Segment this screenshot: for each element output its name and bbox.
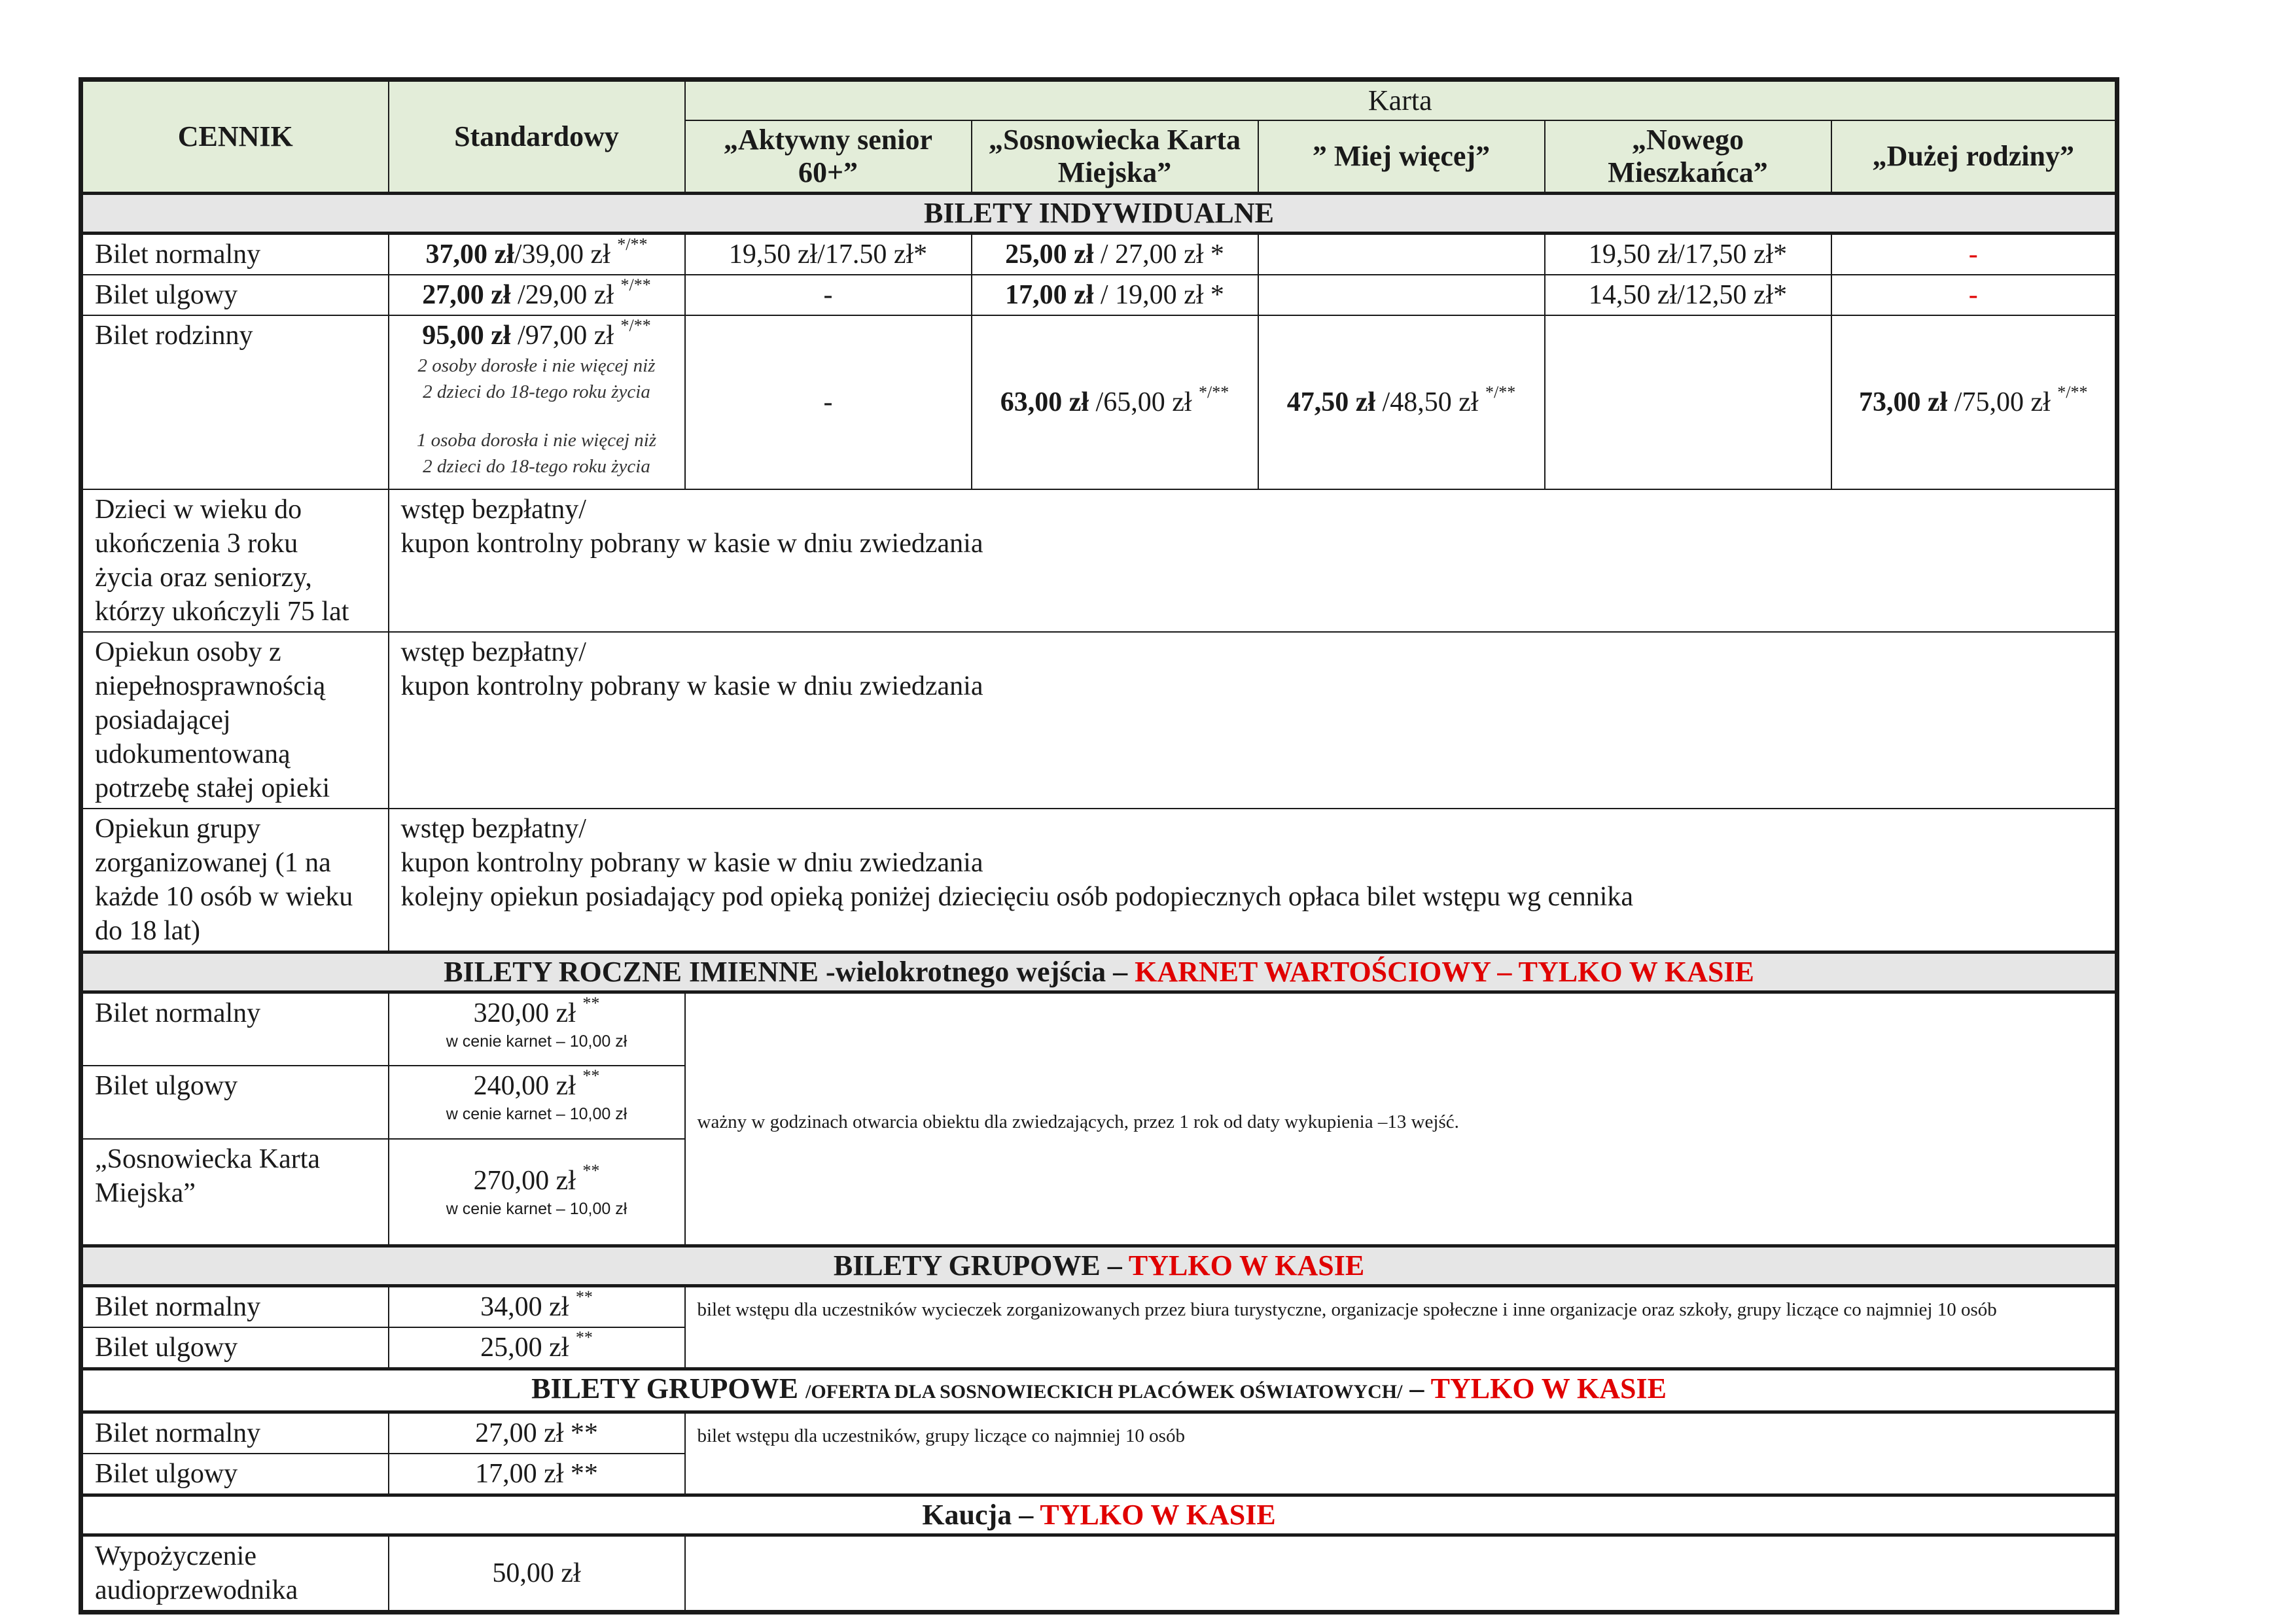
price-footnote: */** [1199, 383, 1229, 402]
price-senior: 19,50 zł/17.50 zł* [685, 234, 972, 275]
label-line: potrzebę stałej opieki [95, 773, 330, 803]
label-line: zorganizowanej (1 na [95, 848, 331, 878]
price-alt: /48,50 zł [1375, 387, 1486, 417]
price-value: 25,00 zł [480, 1333, 576, 1363]
price-bold: 73,00 zł [1858, 387, 1948, 417]
text-line: wstęp bezpłatny/ [400, 637, 586, 667]
free-entry-text [389, 809, 2117, 952]
row-label: Bilet normalny [81, 1286, 389, 1328]
price-miej [1258, 234, 1545, 275]
karnet-note: w cenie karnet – 10,00 zł [446, 1104, 627, 1123]
price-bold: 63,00 zł [1000, 387, 1089, 417]
row-label: Bilet ulgowy [81, 1327, 389, 1369]
price-value: 240,00 zł [473, 1070, 583, 1101]
table-row [81, 275, 2117, 315]
price-duza: - [1831, 275, 2117, 315]
label-line: posiadającej [95, 705, 231, 735]
price-value: 34,00 zł [480, 1292, 576, 1322]
price-bold: 37,00 zł [425, 239, 514, 270]
label-line: Dzieci w wieku do [95, 495, 302, 525]
price-alt: /75,00 zł [1947, 387, 2058, 417]
section-title: Kaucja – [922, 1499, 1040, 1531]
annual-info [685, 992, 2117, 1246]
price-bold: 95,00 zł [422, 321, 511, 351]
price-miej [1258, 275, 1545, 315]
header-row-1 [81, 80, 2117, 121]
section-row-annual [81, 952, 2117, 992]
price-value: 270,00 zł [473, 1165, 583, 1196]
label-line: ukończenia 3 roku [95, 529, 298, 559]
header-standard: Standardowy [389, 80, 685, 194]
section-row-deposit [81, 1495, 2117, 1535]
table-row [81, 809, 2117, 952]
label-line: każde 10 osób w wieku [95, 882, 353, 912]
section-subtitle: /OFERTA DLA SOSNOWIECKICH PLACÓWEK OŚWIATOWYCH/ [805, 1381, 1403, 1403]
section-title-red: TYLKO W KASIE [1040, 1499, 1276, 1531]
price-footnote: ** [575, 1328, 593, 1347]
header-card-senior: „Aktywny senior 60+” [685, 120, 972, 194]
row-label [81, 489, 389, 632]
price-standard [389, 992, 685, 1066]
annual-info-text: ważny w godzinach otwarcia obiektu dla zwiedzających, przez 1 rok od daty wykupienia –13 wejść. [697, 1111, 1459, 1132]
table-row [81, 234, 2117, 275]
header-card-skm: „Sosnowiecka Karta Miejska” [972, 120, 1258, 194]
price-bold: 27,00 zł [422, 280, 511, 310]
price-skm [972, 275, 1258, 315]
price-footnote: */** [2057, 383, 2088, 402]
section-row-individual [81, 194, 2117, 234]
text-line: kupon kontrolny pobrany w kasie w dniu zwiedzania [400, 529, 983, 559]
section-row-group [81, 1246, 2117, 1286]
header-cennik: CENNIK [81, 80, 389, 194]
price-standard [389, 234, 685, 275]
price-alt: /97,00 zł [510, 321, 621, 351]
section-group [81, 1246, 2117, 1286]
price-standard: 17,00 zł ** [389, 1454, 685, 1495]
table-row [81, 489, 2117, 632]
label-line: udokumentowaną [95, 739, 291, 769]
label-line: którzy ukończyli 75 lat [95, 597, 349, 627]
free-entry-text [389, 632, 2117, 809]
price-footnote: */** [1485, 383, 1516, 402]
price-alt: /39,00 zł [514, 239, 618, 270]
price-footnote: ** [582, 994, 600, 1013]
row-label [81, 1535, 389, 1613]
price-standard [389, 1066, 685, 1139]
header-karta: Karta [685, 80, 2117, 121]
section-title-red: KARNET WARTOŚCIOWY – TYLKO W KASIE [1135, 956, 1754, 988]
text-line: kolejny opiekun posiadający pod opieką poniżej dziecięciu osób podopiecznych opłaca bilet wstępu wg cennika [400, 882, 1634, 912]
text-line: wstęp bezpłatny/ [400, 814, 586, 844]
price-nowy: 14,50 zł/12,50 zł* [1545, 275, 1831, 315]
price-nowy [1545, 315, 1831, 489]
label-line: Miejska” [95, 1178, 196, 1208]
header-card-duza: „Dużej rodziny” [1831, 120, 2117, 194]
price-bold: 25,00 zł [1005, 239, 1094, 270]
karnet-note: w cenie karnet – 10,00 zł [446, 1032, 627, 1051]
row-label: Bilet ulgowy [81, 275, 389, 315]
section-dash: – [1402, 1372, 1431, 1405]
price-nowy: 19,50 zł/17,50 zł* [1545, 234, 1831, 275]
price-alt: /29,00 zł [510, 280, 621, 310]
section-annual [81, 952, 2117, 992]
section-title: BILETY GRUPOWE – [833, 1249, 1129, 1282]
price-bold: 17,00 zł [1005, 280, 1094, 310]
school-info-text: bilet wstępu dla uczestników, grupy liczące co najmniej 10 osób [697, 1425, 1185, 1446]
table-row [81, 632, 2117, 809]
price-standard [389, 1139, 685, 1246]
family-note-line: 2 dzieci do 18-tego roku życia [423, 456, 650, 477]
price-alt: / 19,00 zł * [1093, 280, 1224, 310]
price-senior: - [685, 275, 972, 315]
group-info [685, 1286, 2117, 1369]
price-footnote: */** [620, 316, 651, 335]
table-row [81, 1412, 2117, 1454]
price-senior: - [685, 315, 972, 489]
row-label: Bilet normalny [81, 1412, 389, 1454]
price-value: 320,00 zł [473, 998, 583, 1028]
price-footnote: */** [620, 275, 651, 294]
section-school [81, 1369, 2117, 1412]
label-line: życia oraz seniorzy, [95, 563, 312, 593]
price-alt: / 27,00 zł * [1093, 239, 1224, 270]
label-line: niepełnosprawnością [95, 671, 326, 701]
section-title-red: TYLKO W KASIE [1128, 1249, 1365, 1282]
section-title: BILETY ROCZNE IMIENNE -wielokrotnego wejścia – [444, 956, 1135, 988]
section-individual: BILETY INDYWIDUALNE [81, 194, 2117, 234]
label-line: „Sosnowiecka Karta [95, 1143, 321, 1174]
row-label: Bilet ulgowy [81, 1066, 389, 1139]
row-label: Bilet rodzinny [81, 315, 389, 489]
label-line: Opiekun grupy [95, 814, 261, 844]
table-row [81, 1535, 2117, 1613]
deposit-empty [685, 1535, 2117, 1613]
price-list-table [79, 77, 2119, 1614]
free-entry-text [389, 489, 2117, 632]
section-title-red: TYLKO W KASIE [1430, 1372, 1667, 1405]
price-skm [972, 234, 1258, 275]
section-title: BILETY GRUPOWE [531, 1372, 805, 1405]
price-footnote: ** [575, 1287, 593, 1306]
school-info [685, 1412, 2117, 1495]
price-skm [972, 315, 1258, 489]
section-row-school [81, 1369, 2117, 1412]
label-line: Wypożyczenie [95, 1541, 256, 1571]
row-label: Bilet ulgowy [81, 1454, 389, 1495]
deposit-price: 50,00 zł [389, 1535, 685, 1613]
price-alt: /65,00 zł [1089, 387, 1199, 417]
price-duza [1831, 315, 2117, 489]
family-note-line: 2 osoby dorosłe i nie więcej niż [417, 355, 656, 376]
label-line: audioprzewodnika [95, 1575, 298, 1605]
row-label: Bilet normalny [81, 992, 389, 1066]
label-line: Opiekun osoby z [95, 637, 281, 667]
price-standard [389, 315, 685, 489]
price-footnote: ** [582, 1161, 600, 1180]
table-row [81, 992, 2117, 1066]
karnet-note: w cenie karnet – 10,00 zł [446, 1199, 627, 1218]
label-line: do 18 lat) [95, 916, 200, 946]
price-bold: 47,50 zł [1286, 387, 1376, 417]
header-card-miej: ” Miej więcej” [1258, 120, 1545, 194]
text-line: kupon kontrolny pobrany w kasie w dniu zwiedzania [400, 848, 983, 878]
price-footnote: */** [617, 235, 648, 254]
row-label [81, 809, 389, 952]
price-standard [389, 275, 685, 315]
family-note-line: 2 dzieci do 18-tego roku życia [423, 381, 650, 402]
family-note-line: 1 osoba dorosła i nie więcej niż [416, 430, 657, 451]
price-standard [389, 1286, 685, 1328]
price-duza: - [1831, 234, 2117, 275]
header-card-nowy: „Nowego Mieszkańca” [1545, 120, 1831, 194]
row-label [81, 1139, 389, 1246]
section-deposit [81, 1495, 2117, 1535]
row-label [81, 632, 389, 809]
text-line: wstęp bezpłatny/ [400, 495, 586, 525]
price-standard [389, 1327, 685, 1369]
group-info-text: bilet wstępu dla uczestników wycieczek zorganizowanych przez biura turystyczne, organizacje społeczne i inne organizacje oraz szkoły, grupy liczące co najmniej 10 osób [697, 1299, 1997, 1320]
price-footnote: ** [582, 1066, 600, 1085]
price-miej [1258, 315, 1545, 489]
table-row [81, 1286, 2117, 1328]
text-line: kupon kontrolny pobrany w kasie w dniu zwiedzania [400, 671, 983, 701]
row-label: Bilet normalny [81, 234, 389, 275]
price-standard: 27,00 zł ** [389, 1412, 685, 1454]
table-row [81, 315, 2117, 489]
